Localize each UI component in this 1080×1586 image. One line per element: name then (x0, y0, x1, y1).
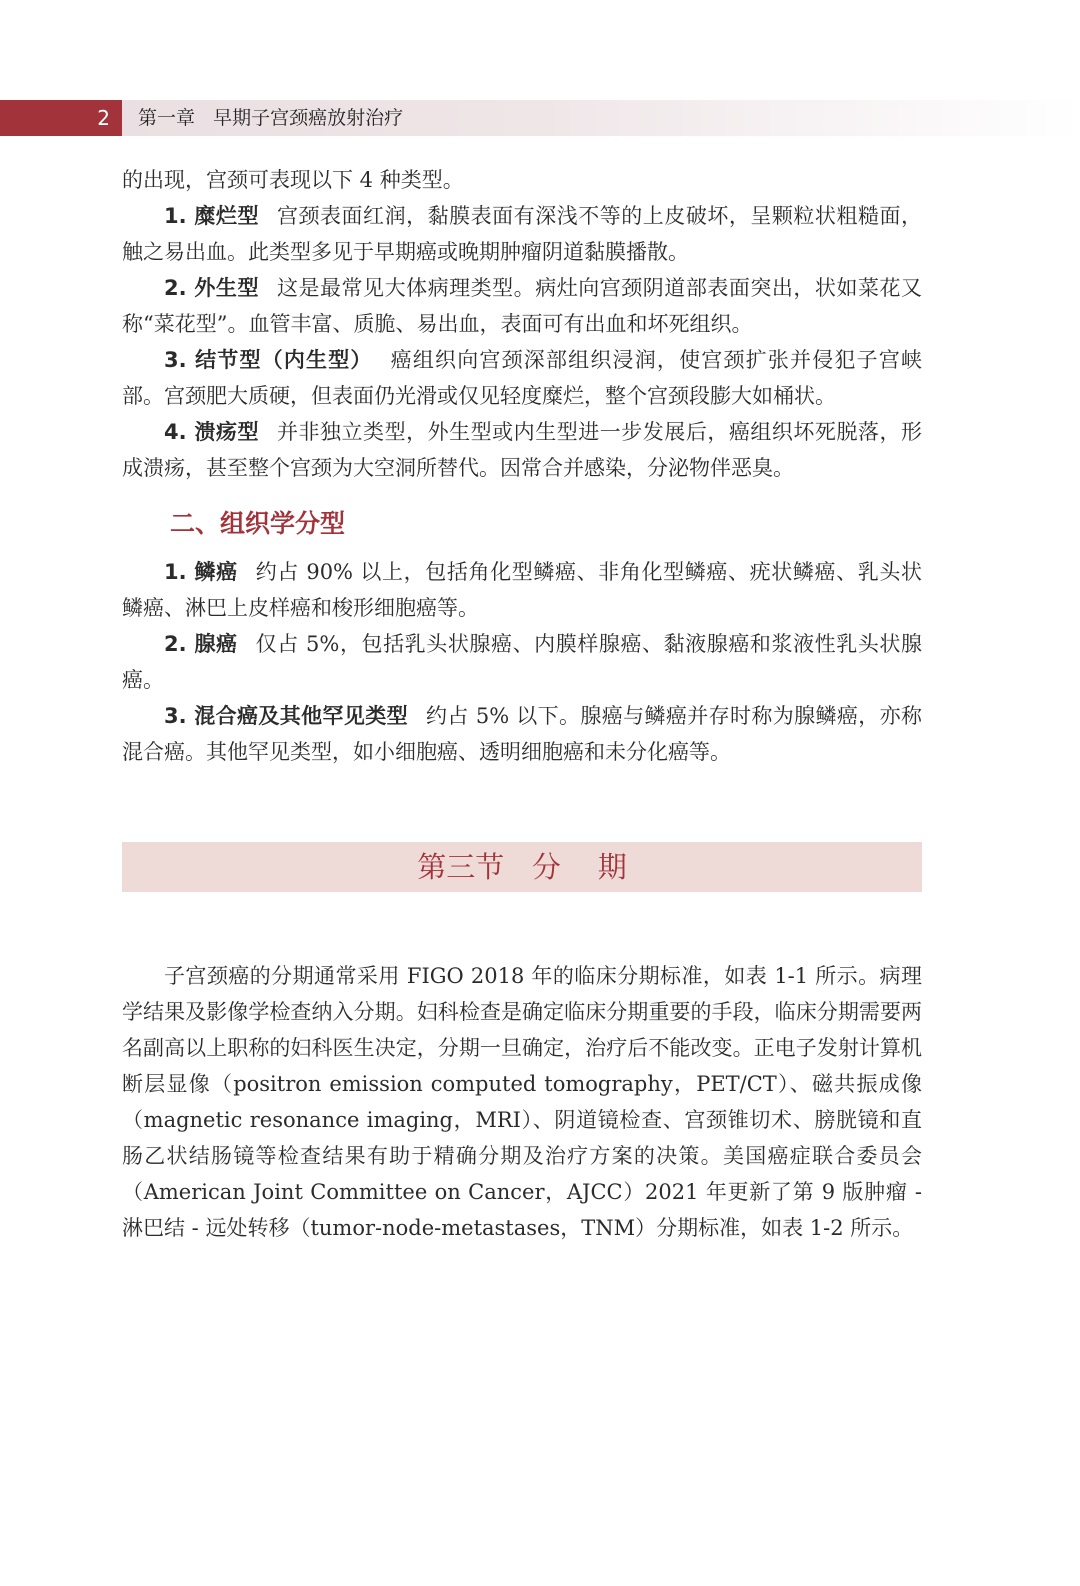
histology-heading: 二、组织学分型 (170, 509, 346, 538)
item-text: 约占 90% 以上，包括角化型鳞癌、非角化型鳞癌、疣状鳞癌、乳头状鳞癌、淋巴上皮样癌和梭形细胞癌等。 (122, 560, 922, 620)
item-text: 宫颈表面红润，黏膜表面有深浅不等的上皮破坏，呈颗粒状粗糙面，触之易出血。此类型多见于早期癌或晚期肿瘤阴道黏膜播散。 (122, 204, 923, 264)
item-term: 4. 溃疡型 (164, 420, 259, 444)
gross-type-item (122, 270, 922, 342)
histology-item (122, 554, 922, 626)
gross-type-item (122, 414, 922, 486)
page-number: 2 (0, 100, 122, 136)
item-text: 这是最常见大体病理类型。病灶向宫颈阴道部表面突出，状如菜花又称“菜花型”。血管丰富、质脆、易出血，表面可有出血和坏死组织。 (122, 276, 923, 336)
item-text: 仅占 5%，包括乳头状腺癌、内膜样腺癌、黏液腺癌和浆液性乳头状腺癌。 (122, 632, 922, 692)
staging-paragraph: 子宫颈癌的分期通常采用 FIGO 2018 年的临床分期标准，如表 1-1 所示。病理学结果及影像学检查纳入分期。妇科检查是确定临床分期重要的手段，临床分期需要两名副高以上职称的妇科医生决定，分期一旦确定，治疗后不能改变。正电子发射计算机断层显像（positron emission computed tomography，PET/CT）、磁共振成像（magnetic resonance imaging，MRI）、阴道镜检查、宫颈锥切术、膀胱镜和直肠乙状结肠镜等检查结果有助于精确分期及治疗方案的决策。美国癌症联合委员会（American Joint Committee on Cancer，AJCC）2021 年更新了第 9 版肿瘤 - 淋巴结 - 远处转移（tumor-node-metastases，TNM）分期标准，如表 1-2 所示。 (122, 964, 922, 1240)
histology-item (122, 698, 922, 770)
item-text: 癌组织向宫颈深部组织浸润，使宫颈扩张并侵犯子宫峡部。宫颈肥大质硬，但表面仍光滑或仅见轻度糜烂，整个宫颈段膨大如桶状。 (122, 348, 923, 408)
item-text: 并非独立类型，外生型或内生型进一步发展后，癌组织坏死脱落，形成溃疡，甚至整个宫颈为大空洞所替代。因常合并感染，分泌物伴恶臭。 (122, 420, 923, 480)
gross-types-intro: 的出现，宫颈可表现以下 4 种类型。 (122, 168, 464, 192)
gross-type-item (122, 198, 922, 270)
histology-item (122, 626, 922, 698)
gross-type-item (122, 342, 922, 414)
page-body (122, 162, 922, 1246)
item-term: 3. 混合癌及其他罕见类型 (164, 704, 409, 728)
chapter-title: 第一章 早期子宫颈癌放射治疗 (138, 107, 404, 129)
item-text: 约占 5% 以下。腺癌与鳞癌并存时称为腺鳞癌，亦称混合癌。其他罕见类型，如小细胞癌、透明细胞癌和未分化癌等。 (122, 704, 922, 764)
item-term: 1. 鳞癌 (164, 560, 238, 584)
item-term: 3. 结节型（内生型） (164, 348, 373, 372)
running-header (0, 100, 1080, 136)
item-term: 1. 糜烂型 (164, 204, 259, 228)
item-term: 2. 腺癌 (164, 632, 238, 656)
section-title-bar: 第三节 分 期 (122, 842, 922, 892)
item-term: 2. 外生型 (164, 276, 259, 300)
